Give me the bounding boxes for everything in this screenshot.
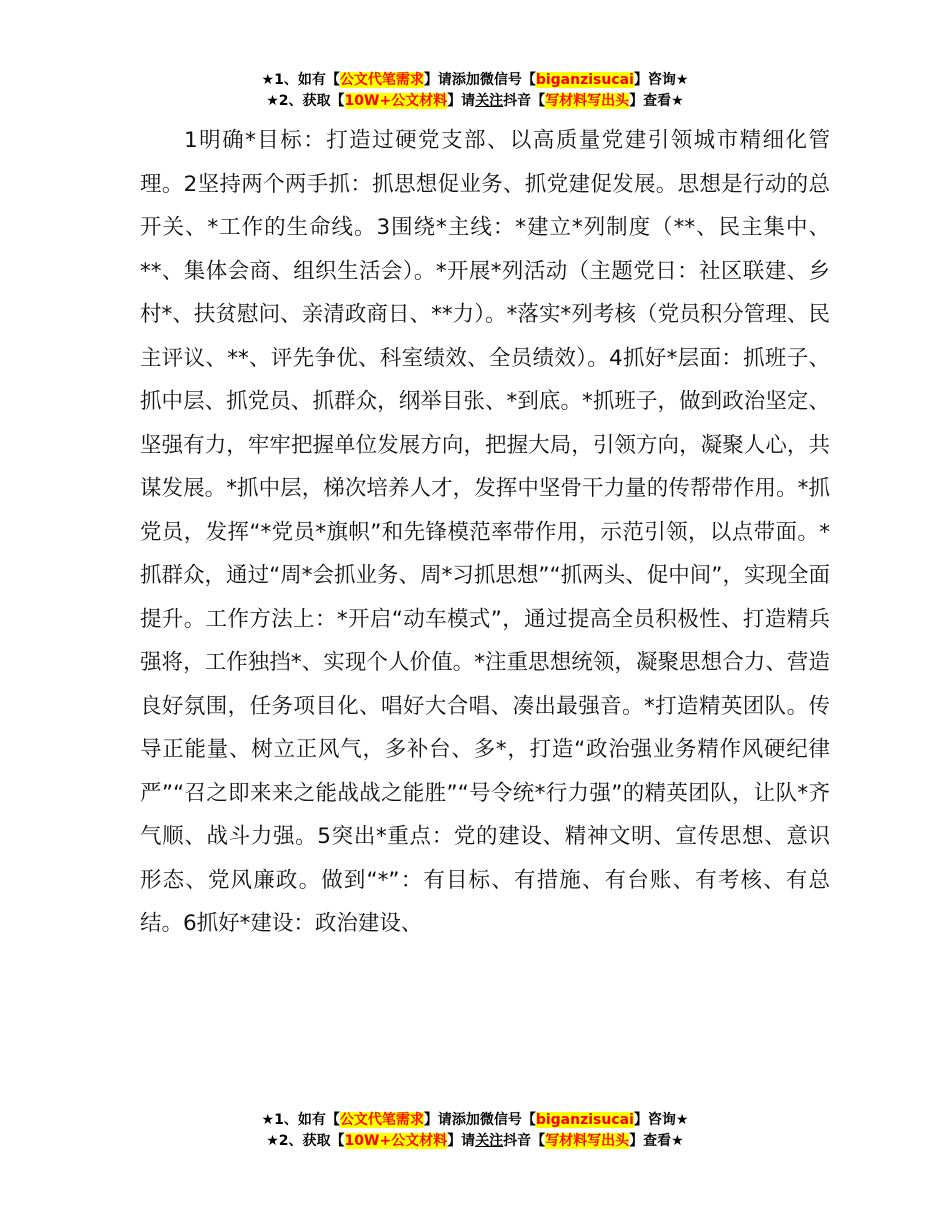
footer-line-1-middle: 】请添加微信号【 xyxy=(423,1112,536,1128)
header-highlight-wechat-id: biganzisucai xyxy=(535,72,634,88)
footer-highlight-ghostwriting: 公文代笔需求 xyxy=(339,1112,424,1128)
footer-highlight-douyin-account: 写材料写出头 xyxy=(545,1133,630,1149)
header-banner xyxy=(0,70,950,112)
footer-line-1-prefix: ★1、如有【 xyxy=(261,1112,340,1128)
footer-line-2-prefix: ★2、获取【 xyxy=(266,1133,345,1149)
header-line-1-middle: 】请添加微信号【 xyxy=(423,72,536,88)
header-line-2-middle-1: 】请 xyxy=(447,93,476,109)
header-line-2-suffix: 】查看★ xyxy=(629,93,684,109)
footer-highlight-wechat-id: biganzisucai xyxy=(535,1112,634,1128)
footer-line-2-middle-2: 抖音【 xyxy=(503,1133,546,1149)
header-line-1 xyxy=(0,70,950,91)
footer-line-2-suffix: 】查看★ xyxy=(629,1133,684,1149)
header-line-2-prefix: ★2、获取【 xyxy=(266,93,345,109)
header-highlight-materials: 10W+公文材料 xyxy=(344,93,448,109)
footer-line-2 xyxy=(0,1131,950,1152)
footer-line-2-middle-1: 】请 xyxy=(447,1133,476,1149)
header-line-2 xyxy=(0,91,950,112)
header-line-1-suffix: 】咨询★ xyxy=(633,72,689,88)
footer-highlight-materials: 10W+公文材料 xyxy=(344,1133,448,1149)
footer-line-1-suffix: 】咨询★ xyxy=(633,1112,689,1128)
header-line-2-middle-2: 抖音【 xyxy=(503,93,546,109)
footer-follow-link[interactable]: 关注 xyxy=(475,1133,504,1149)
header-highlight-ghostwriting: 公文代笔需求 xyxy=(339,72,424,88)
document-body-paragraph: 1明确*目标：打造过硬党支部、以高质量党建引领城市精细化管理。2坚持两个两手抓：抓思想促业务、抓党建促发展。思想是行动的总开关、*工作的生命线。3围绕*主线：*建立*列制度（**、民主集中、**、集体会商、组织生活会）。*开展*列活动（主题党日：社区联建、乡村*、扶贫慰问、亲清政商日、**力）。*落实*列考核（党员积分管理、民主评议、**、评先争优、科室绩效、全员绩效）。4抓好*层面：抓班子、抓中层、抓党员、抓群众，纲举目张、*到底。*抓班子，做到政治坚定、坚强有力，牢牢把握单位发展方向，把握大局，引领方向，凝聚人心，共谋发展。*抓中层，梯次培养人才，发挥中坚骨干力量的传帮带作用。*抓党员，发挥“*党员*旗帜”和先锋模范率带作用，示范引领，以点带面。*抓群众，通过“周*会抓业务、周*习抓思想”“抓两头、促中间”，实现全面提升。工作方法上：*开启“动车模式”，通过提高全员积极性、打造精兵强将，工作独挡*、实现个人价值。*注重思想统领，凝聚思想合力、营造良好氛围，任务项目化、唱好大合唱、凑出最强音。*打造精英团队。传导正能量、树立正风气，多补台、多*，打造“政治强业务精作风硬纪律严”“召之即来来之能战战之能胜”“号令统*行力强”的精英团队，让队*齐气顺、战斗力强。5突出*重点：党的建设、精神文明、宣传思想、意识形态、党风廉政。做到“*”：有目标、有措施、有台账、有考核、有总结。6抓好*建设：政治建设、 xyxy=(140,128,830,936)
header-follow-link[interactable]: 关注 xyxy=(475,93,504,109)
header-highlight-douyin-account: 写材料写出头 xyxy=(545,93,630,109)
footer-line-1 xyxy=(0,1110,950,1131)
footer-banner xyxy=(0,1110,950,1152)
header-line-1-prefix: ★1、如有【 xyxy=(261,72,340,88)
